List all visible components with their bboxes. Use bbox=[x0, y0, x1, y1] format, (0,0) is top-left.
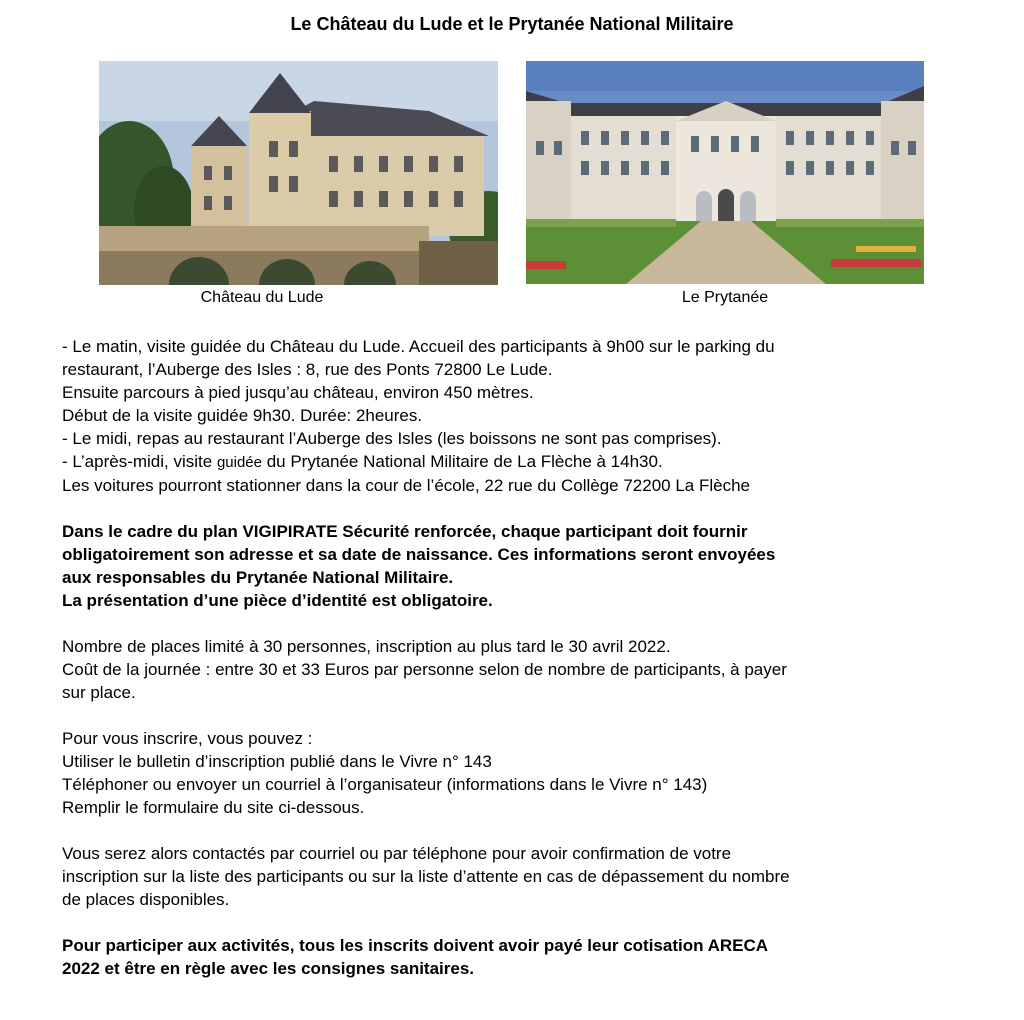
final-line: 2022 et être en règle avec les consignes sanitaires. bbox=[62, 959, 475, 978]
contact-line: inscription sur la liste des participants ou sur la liste d’attente en cas de dépassement du nombre bbox=[62, 867, 790, 886]
program-line-part: - L’après-midi, visite bbox=[62, 452, 217, 471]
program-line: Début de la visite guidée 9h30. Durée: 2heures. bbox=[62, 406, 423, 425]
program-line: - Le matin, visite guidée du Château du Lude. Accueil des participants à 9h00 sur le parking du bbox=[62, 337, 775, 356]
program-section bbox=[62, 335, 962, 497]
program-line: restaurant, l’Auberge des Isles : 8, rue des Ponts 72800 Le Lude. bbox=[62, 360, 553, 379]
program-line bbox=[62, 450, 962, 474]
places-line: Coût de la journée : entre 30 et 33 Euros par personne selon de nombre de participants, à payer bbox=[62, 660, 787, 679]
security-line: Dans le cadre du plan VIGIPIRATE Sécurité renforcée, chaque participant doit fournir bbox=[62, 522, 748, 541]
prytanee-caption: Le Prytanée bbox=[681, 289, 769, 306]
final-line: Pour participer aux activités, tous les inscrits doivent avoir payé leur cotisation ARECA bbox=[62, 936, 769, 955]
chateau-caption: Château du Lude bbox=[200, 289, 324, 306]
register-line: Remplir le formulaire du site ci-dessous. bbox=[62, 798, 365, 817]
places-line: sur place. bbox=[62, 683, 136, 702]
contact-line: de places disponibles. bbox=[62, 890, 230, 909]
page-title: Le Château du Lude et le Prytanée National Militaire bbox=[290, 14, 734, 34]
places-line: Nombre de places limité à 30 personnes, inscription au plus tard le 30 avril 2022. bbox=[62, 637, 671, 656]
program-line: Les voitures pourront stationner dans la cour de l’école, 22 rue du Collège 72200 La Flèche bbox=[62, 476, 750, 495]
program-line: - Le midi, repas au restaurant l’Auberge des Isles (les boissons ne sont pas comprises). bbox=[62, 429, 722, 448]
security-line: aux responsables du Prytanée National Militaire. bbox=[62, 568, 454, 587]
register-line: Pour vous inscrire, vous pouvez : bbox=[62, 729, 313, 748]
program-line-part: du Prytanée National Militaire de La Flèche à 14h30. bbox=[261, 452, 663, 471]
program-line-part: guidée bbox=[216, 454, 262, 471]
places-section bbox=[62, 635, 962, 704]
register-line: Téléphoner ou envoyer un courriel à l’organisateur (informations dans le Vivre n° 143) bbox=[62, 775, 708, 794]
register-section bbox=[62, 727, 962, 819]
security-notice bbox=[62, 520, 962, 612]
contact-section bbox=[62, 842, 962, 911]
final-notice bbox=[62, 934, 962, 980]
document-body bbox=[62, 335, 962, 980]
register-line: Utiliser le bulletin d’inscription publié dans le Vivre n° 143 bbox=[62, 752, 492, 771]
program-line: Ensuite parcours à pied jusqu’au château, environ 450 mètres. bbox=[62, 383, 534, 402]
chateau-du-lude-photo bbox=[99, 61, 498, 285]
contact-line: Vous serez alors contactés par courriel ou par téléphone pour avoir confirmation de votre bbox=[62, 844, 732, 863]
security-line: La présentation d’une pièce d’identité est obligatoire. bbox=[62, 591, 493, 610]
security-line: obligatoirement son adresse et sa date de naissance. Ces informations seront envoyées bbox=[62, 545, 776, 564]
prytanee-photo bbox=[526, 61, 924, 284]
